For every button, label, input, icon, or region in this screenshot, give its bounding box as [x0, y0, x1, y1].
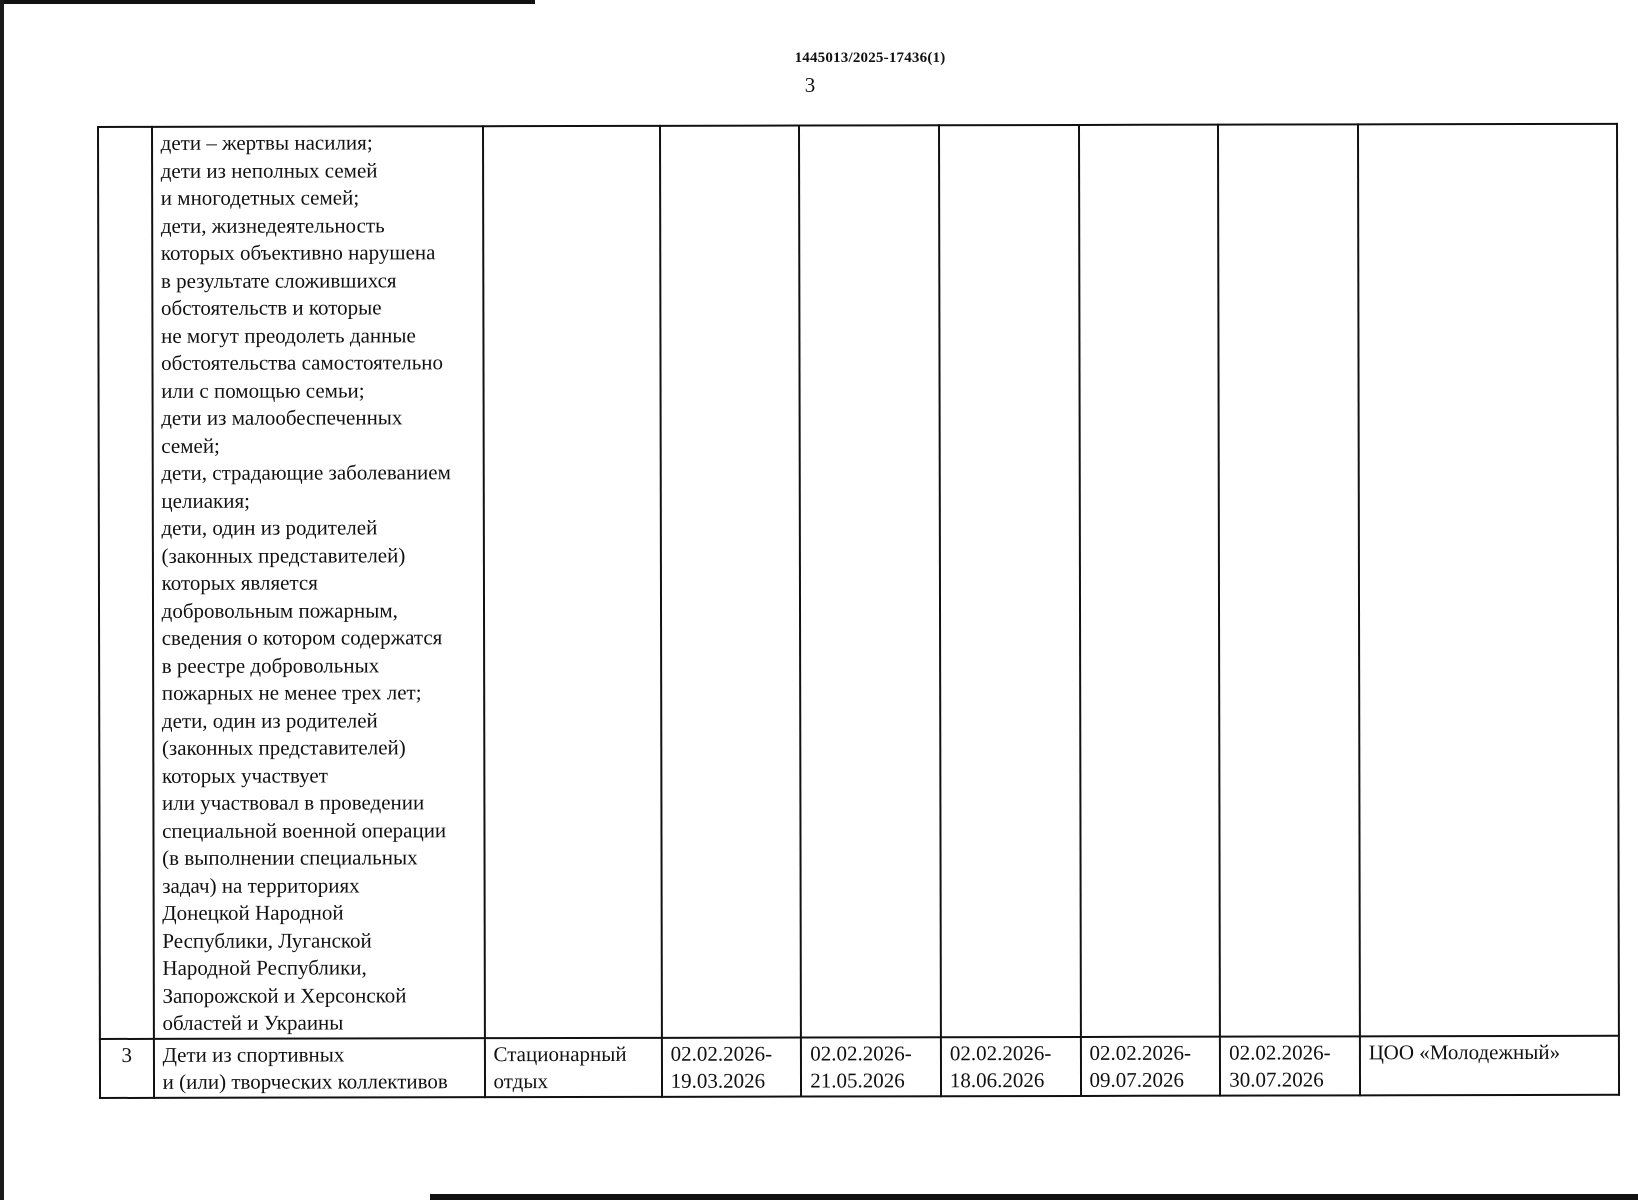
period-cell: 02.02.2026- 19.03.2026 — [662, 1037, 802, 1096]
children-rest-schedule-table — [97, 123, 1620, 1099]
row-number-cell: 3 — [100, 1038, 154, 1097]
page-number: 3 — [804, 73, 816, 97]
category-description-cell: Дети из спортивных и (или) творческих коллективов — [154, 1038, 485, 1098]
rest-type-cell: Стационарный отдых — [484, 1037, 661, 1096]
period-cell: 02.02.2026- 30.07.2026 — [1220, 1036, 1360, 1095]
period-cell: 02.02.2026- 18.06.2026 — [941, 1036, 1081, 1095]
scan-edge-top — [0, 0, 535, 4]
category-description-cell: дети – жертвы насилия; дети из неполных семей и многодетных семей; дети, жизнедеятельность которых объективно нарушена в результате сложившихся обстоятельств и которые не могут преодолеть данные обстоятельства самостоятельно или с помощью семьи; дети из малообеспеченных семей; дети, страдающие заболеванием целиакия; дети, один из родителей (законных представителей) которых является добровольным пожарным, сведения о котором содержатся в реестре добровольных пожарных не менее трех лет; дети, один из родителей (законных представителей) которых участвует или участвовал в проведении специальной военной операции (в выполнении специальных задач) на территориях Донецкой Народной Республики, Луганской Народной Республики, Запорожской и Херсонской областей и Украины — [152, 126, 485, 1038]
table-row — [98, 124, 1619, 1039]
row-number-cell — [98, 127, 154, 1039]
period-cell: 02.02.2026- 09.07.2026 — [1080, 1036, 1220, 1095]
period-cell — [1079, 125, 1221, 1037]
period-cell — [799, 125, 941, 1037]
table-row — [100, 1035, 1619, 1097]
rest-type-cell — [483, 126, 662, 1038]
scan-edge-left — [0, 0, 4, 1200]
organization-cell: ЦОО «Молодежный» — [1360, 1035, 1619, 1095]
scan-edge-bottom — [430, 1194, 1638, 1200]
period-cell: 02.02.2026- 21.05.2026 — [801, 1037, 941, 1096]
organization-cell — [1358, 124, 1619, 1036]
period-cell — [1218, 124, 1360, 1036]
period-cell — [939, 125, 1081, 1037]
period-cell — [660, 126, 802, 1038]
document-registration-number: 1445013/2025-17436(1) — [794, 50, 946, 66]
